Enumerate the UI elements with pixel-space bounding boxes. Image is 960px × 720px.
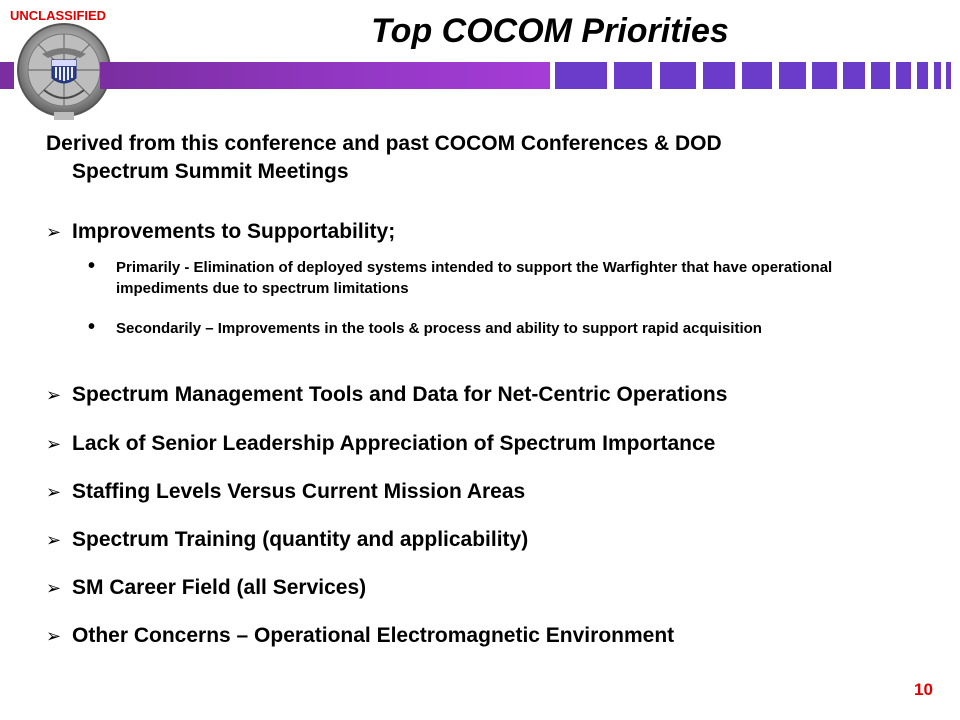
page-number: 10 bbox=[914, 680, 933, 699]
header-bar bbox=[100, 62, 550, 89]
header-block bbox=[896, 62, 911, 89]
list-item-text: SM Career Field (all Services) bbox=[72, 576, 367, 599]
header-block bbox=[779, 62, 806, 89]
arrow-bullet-icon: ➢ bbox=[46, 530, 62, 551]
list-item bbox=[46, 622, 936, 651]
header-block bbox=[555, 62, 607, 89]
header-block bbox=[934, 62, 941, 89]
arrow-bullet-icon: ➢ bbox=[46, 385, 62, 406]
list-item bbox=[46, 526, 936, 555]
dot-bullet-icon: • bbox=[88, 255, 96, 277]
arrow-bullet-icon: ➢ bbox=[46, 222, 62, 243]
header-block bbox=[871, 62, 890, 89]
dot-bullet-icon: • bbox=[88, 316, 96, 338]
sub-list-item-text: Primarily - Elimination of deployed systems intended to support the Warfighter that have operational impediments due to spectrum limitations bbox=[116, 259, 833, 297]
header-block bbox=[660, 62, 696, 89]
list-item-text: Spectrum Management Tools and Data for Net-Centric Operations bbox=[72, 383, 728, 406]
intro-paragraph bbox=[46, 130, 926, 186]
header-block bbox=[843, 62, 865, 89]
list-item bbox=[46, 218, 936, 247]
list-item-text: Improvements to Supportability; bbox=[72, 220, 396, 243]
list-item bbox=[46, 574, 936, 603]
arrow-bullet-icon: ➢ bbox=[46, 626, 62, 647]
list-item-text: Staffing Levels Versus Current Mission Areas bbox=[72, 480, 526, 503]
list-item bbox=[46, 381, 936, 410]
list-item bbox=[46, 478, 936, 507]
list-item-text: Spectrum Training (quantity and applicability) bbox=[72, 528, 529, 551]
header-block bbox=[812, 62, 837, 89]
classification-marking: UNCLASSIFIED bbox=[10, 8, 107, 23]
header-bar-left bbox=[0, 62, 14, 89]
header-block bbox=[614, 62, 652, 89]
sub-list-item-text: Secondarily – Improvements in the tools & process and ability to support rapid acquisition bbox=[116, 320, 762, 337]
list-item-text: Other Concerns – Operational Electromagnetic Environment bbox=[72, 624, 675, 647]
list-item bbox=[46, 430, 936, 459]
slide-title: Top COCOM Priorities bbox=[371, 12, 729, 50]
header-block bbox=[946, 62, 951, 89]
header-block bbox=[703, 62, 735, 89]
list-item-text: Lack of Senior Leadership Appreciation of Spectrum Importance bbox=[72, 432, 716, 455]
sub-list-item bbox=[88, 257, 928, 299]
sub-list-item bbox=[88, 318, 928, 339]
dod-seal-icon bbox=[14, 20, 114, 124]
intro-line-2: Spectrum Summit Meetings bbox=[72, 160, 349, 183]
intro-line-1: Derived from this conference and past COCOM Conferences & DOD bbox=[46, 132, 722, 155]
header-block bbox=[742, 62, 772, 89]
header-block bbox=[917, 62, 928, 89]
arrow-bullet-icon: ➢ bbox=[46, 578, 62, 599]
arrow-bullet-icon: ➢ bbox=[46, 482, 62, 503]
arrow-bullet-icon: ➢ bbox=[46, 434, 62, 455]
